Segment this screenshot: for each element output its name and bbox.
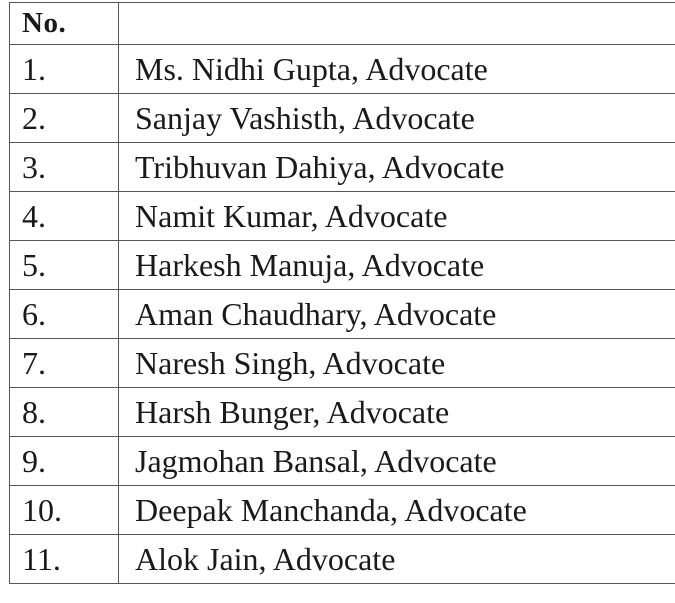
row-number: 7. <box>10 339 119 388</box>
header-no: No. <box>10 3 119 45</box>
row-number: 3. <box>10 143 119 192</box>
table-row <box>10 143 675 192</box>
row-number: 4. <box>10 192 119 241</box>
table-header-row <box>10 3 675 45</box>
row-number: 8. <box>10 388 119 437</box>
advocate-name: Alok Jain, Advocate <box>119 535 675 584</box>
row-number: 5. <box>10 241 119 290</box>
advocate-name: Namit Kumar, Advocate <box>119 192 675 241</box>
table-row <box>10 45 675 94</box>
header-name <box>119 3 675 45</box>
table-row <box>10 486 675 535</box>
advocate-table-container <box>9 2 675 584</box>
table-row <box>10 437 675 486</box>
table-row <box>10 535 675 584</box>
table-row <box>10 94 675 143</box>
advocate-name: Harsh Bunger, Advocate <box>119 388 675 437</box>
advocate-name: Harkesh Manuja, Advocate <box>119 241 675 290</box>
advocate-name: Sanjay Vashisth, Advocate <box>119 94 675 143</box>
advocate-name: Jagmohan Bansal, Advocate <box>119 437 675 486</box>
table-row <box>10 290 675 339</box>
table-row <box>10 192 675 241</box>
row-number: 2. <box>10 94 119 143</box>
advocate-name: Deepak Manchanda, Advocate <box>119 486 675 535</box>
table-row <box>10 241 675 290</box>
row-number: 10. <box>10 486 119 535</box>
row-number: 6. <box>10 290 119 339</box>
table-row <box>10 388 675 437</box>
advocate-name: Naresh Singh, Advocate <box>119 339 675 388</box>
advocate-table <box>9 2 675 584</box>
advocate-name: Aman Chaudhary, Advocate <box>119 290 675 339</box>
table-row <box>10 339 675 388</box>
row-number: 1. <box>10 45 119 94</box>
row-number: 11. <box>10 535 119 584</box>
row-number: 9. <box>10 437 119 486</box>
advocate-name: Tribhuvan Dahiya, Advocate <box>119 143 675 192</box>
advocate-name: Ms. Nidhi Gupta, Advocate <box>119 45 675 94</box>
